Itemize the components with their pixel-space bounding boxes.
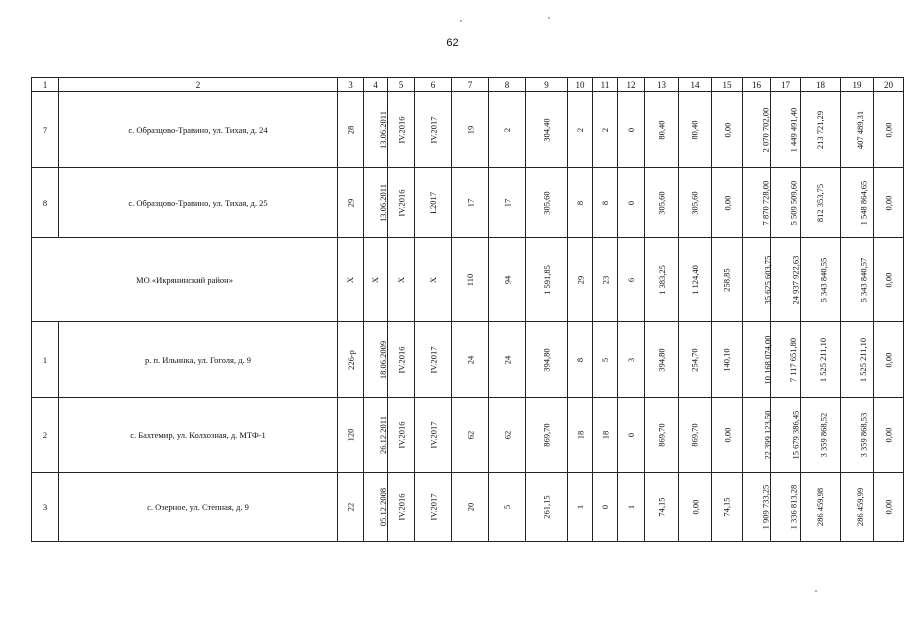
table-cell bbox=[712, 168, 743, 238]
cell-value: 1 449 491,40 bbox=[788, 107, 799, 152]
table-cell bbox=[679, 238, 712, 322]
table-cell bbox=[618, 473, 645, 542]
cell-value: 74,15 bbox=[722, 497, 732, 517]
cell-value: 18 bbox=[600, 430, 610, 440]
address-cell: с. Образцово-Травино, ул. Тихая, д. 24 bbox=[59, 92, 338, 168]
cell-value: 7 870 728,00 bbox=[760, 180, 771, 225]
cell-value: 1 bbox=[626, 504, 636, 510]
cell-value: 6 bbox=[626, 277, 636, 282]
cell-value: IV.2017 bbox=[428, 346, 438, 373]
cell-value: IV.2016 bbox=[396, 493, 407, 521]
row-number: 8 bbox=[32, 168, 59, 238]
cell-value: 254,70 bbox=[690, 347, 700, 372]
address-cell: с. Озерное, ул. Степная, д. 9 bbox=[59, 473, 338, 542]
column-number: 2 bbox=[59, 78, 338, 92]
scan-speck bbox=[460, 20, 462, 22]
cell-value: 305,60 bbox=[656, 190, 667, 215]
scan-speck bbox=[815, 590, 817, 592]
table-cell bbox=[645, 473, 679, 542]
table-cell bbox=[874, 92, 904, 168]
column-number: 10 bbox=[568, 78, 593, 92]
cell-value: 24 bbox=[465, 355, 475, 364]
cell-value: 394,80 bbox=[541, 347, 552, 372]
column-number: 17 bbox=[771, 78, 801, 92]
cell-value: 0,00 bbox=[722, 122, 732, 137]
cell-value: IV.2016 bbox=[396, 189, 407, 216]
table-cell bbox=[452, 398, 489, 473]
cell-value: 13.06.2011 bbox=[377, 110, 388, 149]
cell-value: 286 459,99 bbox=[855, 487, 866, 527]
cell-value: 0 bbox=[626, 127, 636, 132]
cell-value: 5 343 840,55 bbox=[818, 257, 829, 302]
cell-value: 0,00 bbox=[722, 427, 732, 443]
cell-value: 0 bbox=[626, 200, 636, 205]
table-cell bbox=[743, 473, 771, 542]
cell-value: 29 bbox=[575, 275, 585, 284]
table-cell bbox=[679, 398, 712, 473]
column-number: 11 bbox=[593, 78, 618, 92]
table-cell bbox=[593, 398, 618, 473]
table-cell bbox=[712, 398, 743, 473]
cell-value: 226-р bbox=[345, 349, 356, 370]
cell-value: 869,70 bbox=[690, 423, 700, 447]
table-cell bbox=[645, 168, 679, 238]
table-cell bbox=[874, 473, 904, 542]
cell-value: 1 548 864,65 bbox=[858, 180, 869, 225]
table-cell bbox=[593, 168, 618, 238]
cell-value: 1 bbox=[575, 504, 585, 510]
address-cell: с. Бахтемир, ул. Колхозная, д. МТФ-1 bbox=[59, 398, 338, 473]
cell-value: 0,00 bbox=[690, 499, 700, 515]
cell-value: 812 353,75 bbox=[815, 183, 826, 222]
table-cell bbox=[415, 238, 452, 322]
table-cell bbox=[593, 473, 618, 542]
cell-value: 80,40 bbox=[690, 119, 700, 140]
table-cell bbox=[801, 92, 841, 168]
table-cell bbox=[338, 398, 364, 473]
cell-value: 5 509 509,60 bbox=[788, 180, 799, 225]
table-cell bbox=[388, 168, 415, 238]
row-number: 2 bbox=[32, 398, 59, 473]
row-number: 3 bbox=[32, 473, 59, 542]
table-cell bbox=[618, 92, 645, 168]
cell-value: 1 591,85 bbox=[541, 264, 552, 295]
table-cell bbox=[874, 398, 904, 473]
table-cell bbox=[364, 238, 388, 322]
table-row bbox=[32, 168, 904, 238]
table-cell bbox=[388, 238, 415, 322]
table-cell bbox=[452, 92, 489, 168]
column-number: 3 bbox=[338, 78, 364, 92]
column-number: 18 bbox=[801, 78, 841, 92]
table-cell bbox=[452, 473, 489, 542]
column-number: 7 bbox=[452, 78, 489, 92]
column-number: 6 bbox=[415, 78, 452, 92]
cell-value: 1 525 211,10 bbox=[818, 337, 829, 382]
cell-value: 80,40 bbox=[656, 119, 667, 140]
cell-value: 305,60 bbox=[690, 190, 700, 215]
address-cell: с. Образцово-Травино, ул. Тихая, д. 25 bbox=[59, 168, 338, 238]
table-cell bbox=[645, 238, 679, 322]
table-cell bbox=[743, 92, 771, 168]
table-cell bbox=[338, 92, 364, 168]
table-cell bbox=[489, 322, 526, 398]
cell-value: 74,15 bbox=[656, 497, 667, 517]
cell-value: 13.06.2011 bbox=[377, 183, 388, 222]
cell-value: 8 bbox=[600, 200, 610, 205]
table-cell bbox=[364, 473, 388, 542]
table-cell bbox=[415, 398, 452, 473]
table-cell bbox=[743, 322, 771, 398]
table-cell bbox=[743, 398, 771, 473]
cell-value: 0 bbox=[626, 432, 636, 438]
table-cell bbox=[771, 398, 801, 473]
table-cell bbox=[771, 473, 801, 542]
row-number: 7 bbox=[32, 92, 59, 168]
table-cell bbox=[679, 473, 712, 542]
table-cell bbox=[568, 168, 593, 238]
cell-value: 5 343 840,57 bbox=[858, 257, 869, 302]
table-row bbox=[32, 398, 904, 473]
table-cell bbox=[568, 398, 593, 473]
cell-value: 0,00 bbox=[883, 427, 894, 443]
cell-value: 24 bbox=[502, 355, 512, 364]
cell-value: 140,10 bbox=[722, 347, 732, 372]
summary-row bbox=[32, 238, 904, 322]
cell-value: 407 489,31 bbox=[855, 110, 866, 149]
table-cell bbox=[841, 168, 874, 238]
table-cell bbox=[388, 398, 415, 473]
column-number: 5 bbox=[388, 78, 415, 92]
table-cell bbox=[489, 238, 526, 322]
cell-value: 19 bbox=[465, 125, 475, 134]
table-cell bbox=[489, 92, 526, 168]
table-cell bbox=[593, 92, 618, 168]
cell-value: 2 070 702,00 bbox=[760, 107, 771, 152]
table-cell bbox=[338, 322, 364, 398]
table-cell bbox=[568, 322, 593, 398]
table-cell bbox=[841, 398, 874, 473]
cell-value: 0,00 bbox=[722, 195, 732, 210]
cell-value: 10 168 074,00 bbox=[762, 335, 773, 384]
cell-value: 0,00 bbox=[883, 352, 894, 367]
cell-value: 7 117 651,80 bbox=[788, 337, 799, 382]
cell-value: 23 bbox=[600, 275, 610, 284]
table-cell bbox=[388, 92, 415, 168]
cell-value: 35 625 603,75 bbox=[762, 255, 773, 304]
cell-value: 18 bbox=[575, 430, 585, 440]
table-cell bbox=[712, 322, 743, 398]
cell-value: 8 bbox=[575, 357, 585, 362]
table-cell bbox=[801, 322, 841, 398]
table-cell bbox=[679, 168, 712, 238]
cell-value: 1 336 813,28 bbox=[788, 484, 799, 530]
table-cell bbox=[679, 322, 712, 398]
cell-value: 3 359 868,53 bbox=[858, 412, 869, 458]
table-cell bbox=[618, 168, 645, 238]
cell-value: 18.06.2009 bbox=[378, 340, 389, 379]
table-cell bbox=[771, 92, 801, 168]
table-cell bbox=[841, 473, 874, 542]
address-cell: р. п. Ильинка, ул. Гоголя, д. 9 bbox=[59, 322, 338, 398]
cell-value: IV.2016 bbox=[396, 421, 407, 449]
cell-value: 26.12.2011 bbox=[377, 416, 388, 454]
table-cell bbox=[679, 92, 712, 168]
table-cell bbox=[526, 322, 568, 398]
cell-value: 22 399 123,50 bbox=[762, 410, 773, 460]
cell-value: 17 bbox=[502, 198, 512, 207]
cell-value: X bbox=[345, 276, 356, 283]
page-number: 62 bbox=[446, 37, 459, 49]
cell-value: 304,40 bbox=[541, 117, 552, 142]
cell-value: 24 937 922,63 bbox=[790, 255, 801, 304]
table-cell bbox=[338, 473, 364, 542]
cell-value: 3 359 868,52 bbox=[818, 412, 829, 458]
table-cell bbox=[618, 322, 645, 398]
cell-value: 05.12.2008 bbox=[378, 487, 389, 527]
table-row bbox=[32, 322, 904, 398]
table-cell bbox=[364, 322, 388, 398]
cell-value: 5 bbox=[502, 504, 512, 510]
table-cell bbox=[388, 322, 415, 398]
table-cell bbox=[415, 168, 452, 238]
cell-value: 0 bbox=[600, 504, 610, 510]
table-cell bbox=[489, 473, 526, 542]
table-cell bbox=[801, 398, 841, 473]
table-cell bbox=[874, 238, 904, 322]
table-cell bbox=[338, 168, 364, 238]
column-number: 15 bbox=[712, 78, 743, 92]
cell-value: 110 bbox=[465, 273, 475, 286]
cell-value: 0,00 bbox=[883, 195, 894, 210]
cell-value: 2 bbox=[575, 127, 585, 132]
table-cell bbox=[593, 238, 618, 322]
cell-value: X bbox=[370, 276, 381, 283]
scan-speck bbox=[548, 17, 550, 19]
cell-value: 62 bbox=[502, 430, 512, 440]
table-cell bbox=[841, 322, 874, 398]
table-cell bbox=[743, 168, 771, 238]
cell-value: IV.2016 bbox=[396, 346, 407, 373]
table-cell bbox=[841, 92, 874, 168]
column-number-row bbox=[32, 78, 904, 92]
table-cell bbox=[712, 473, 743, 542]
cell-value: 869,70 bbox=[656, 423, 667, 447]
table-cell bbox=[452, 238, 489, 322]
table-cell bbox=[452, 168, 489, 238]
cell-value: 17 bbox=[465, 198, 475, 207]
table-cell bbox=[489, 398, 526, 473]
cell-value: 28 bbox=[345, 125, 356, 134]
column-number: 8 bbox=[489, 78, 526, 92]
table-cell bbox=[874, 168, 904, 238]
table-row bbox=[32, 473, 904, 542]
cell-value: 394,80 bbox=[656, 347, 667, 372]
table-cell bbox=[526, 473, 568, 542]
column-number: 4 bbox=[364, 78, 388, 92]
cell-value: 120 bbox=[345, 428, 356, 442]
table-cell bbox=[593, 322, 618, 398]
table-cell bbox=[712, 92, 743, 168]
table-cell bbox=[841, 238, 874, 322]
cell-value: IV.2016 bbox=[396, 116, 407, 143]
cell-value: 258,85 bbox=[722, 267, 732, 292]
cell-value: IV.2017 bbox=[428, 421, 438, 449]
table-cell bbox=[364, 398, 388, 473]
cell-value: X bbox=[395, 276, 406, 283]
cell-value: 1 383,25 bbox=[656, 264, 667, 295]
cell-value: 15 679 386,45 bbox=[790, 410, 801, 460]
table-cell bbox=[618, 398, 645, 473]
cell-value: 1 124,40 bbox=[690, 264, 700, 295]
table-cell bbox=[415, 322, 452, 398]
cell-value: 869,70 bbox=[541, 423, 552, 447]
table-cell bbox=[338, 238, 364, 322]
municipality-label: МО «Икрянинский район» bbox=[32, 238, 338, 322]
table-cell bbox=[801, 238, 841, 322]
column-number: 13 bbox=[645, 78, 679, 92]
table-cell bbox=[712, 238, 743, 322]
column-number: 19 bbox=[841, 78, 874, 92]
table-cell bbox=[801, 473, 841, 542]
table-cell bbox=[452, 322, 489, 398]
table-cell bbox=[526, 398, 568, 473]
table-cell bbox=[568, 238, 593, 322]
column-number: 20 bbox=[874, 78, 904, 92]
cell-value: 5 bbox=[600, 357, 610, 362]
cell-value: 286 459,98 bbox=[815, 487, 826, 527]
table-cell bbox=[526, 168, 568, 238]
table-cell bbox=[364, 168, 388, 238]
column-number: 9 bbox=[526, 78, 568, 92]
register-table bbox=[31, 77, 904, 542]
cell-value: I.2017 bbox=[428, 191, 438, 214]
cell-value: 2 bbox=[600, 127, 610, 132]
cell-value: 8 bbox=[575, 200, 585, 205]
column-number: 12 bbox=[618, 78, 645, 92]
cell-value: 305,60 bbox=[541, 190, 552, 215]
cell-value: 62 bbox=[465, 430, 475, 440]
table-cell bbox=[801, 168, 841, 238]
cell-value: X bbox=[427, 276, 438, 283]
cell-value: 1 525 211,10 bbox=[858, 337, 869, 382]
cell-value: 213 721,29 bbox=[815, 110, 826, 149]
table-cell bbox=[743, 238, 771, 322]
table-cell bbox=[526, 238, 568, 322]
column-number: 14 bbox=[679, 78, 712, 92]
cell-value: 261,15 bbox=[541, 495, 552, 519]
cell-value: 3 bbox=[626, 357, 636, 362]
column-number: 16 bbox=[743, 78, 771, 92]
table-cell bbox=[388, 473, 415, 542]
table-cell bbox=[415, 473, 452, 542]
cell-value: 22 bbox=[345, 502, 356, 512]
table-cell bbox=[415, 92, 452, 168]
table-cell bbox=[618, 238, 645, 322]
row-number: 1 bbox=[32, 322, 59, 398]
cell-value: 0,00 bbox=[883, 499, 894, 515]
cell-value: 2 bbox=[502, 127, 512, 132]
cell-value: 29 bbox=[345, 198, 356, 207]
table-cell bbox=[645, 92, 679, 168]
table-cell bbox=[771, 322, 801, 398]
cell-value: 0,00 bbox=[883, 122, 894, 137]
cell-value: 20 bbox=[465, 502, 475, 512]
table-cell bbox=[771, 168, 801, 238]
table-row bbox=[32, 92, 904, 168]
cell-value: 0,00 bbox=[883, 272, 894, 287]
table-cell bbox=[526, 92, 568, 168]
column-number: 1 bbox=[32, 78, 59, 92]
cell-value: 1 909 733,25 bbox=[760, 484, 771, 530]
table-cell bbox=[771, 238, 801, 322]
cell-value: IV.2017 bbox=[428, 493, 438, 521]
table-cell bbox=[489, 168, 526, 238]
table-cell bbox=[645, 322, 679, 398]
table-cell bbox=[645, 398, 679, 473]
table-cell bbox=[568, 473, 593, 542]
table-cell bbox=[364, 92, 388, 168]
cell-value: IV.2017 bbox=[428, 116, 438, 143]
table-cell bbox=[568, 92, 593, 168]
table-cell bbox=[874, 322, 904, 398]
cell-value: 94 bbox=[502, 275, 512, 284]
